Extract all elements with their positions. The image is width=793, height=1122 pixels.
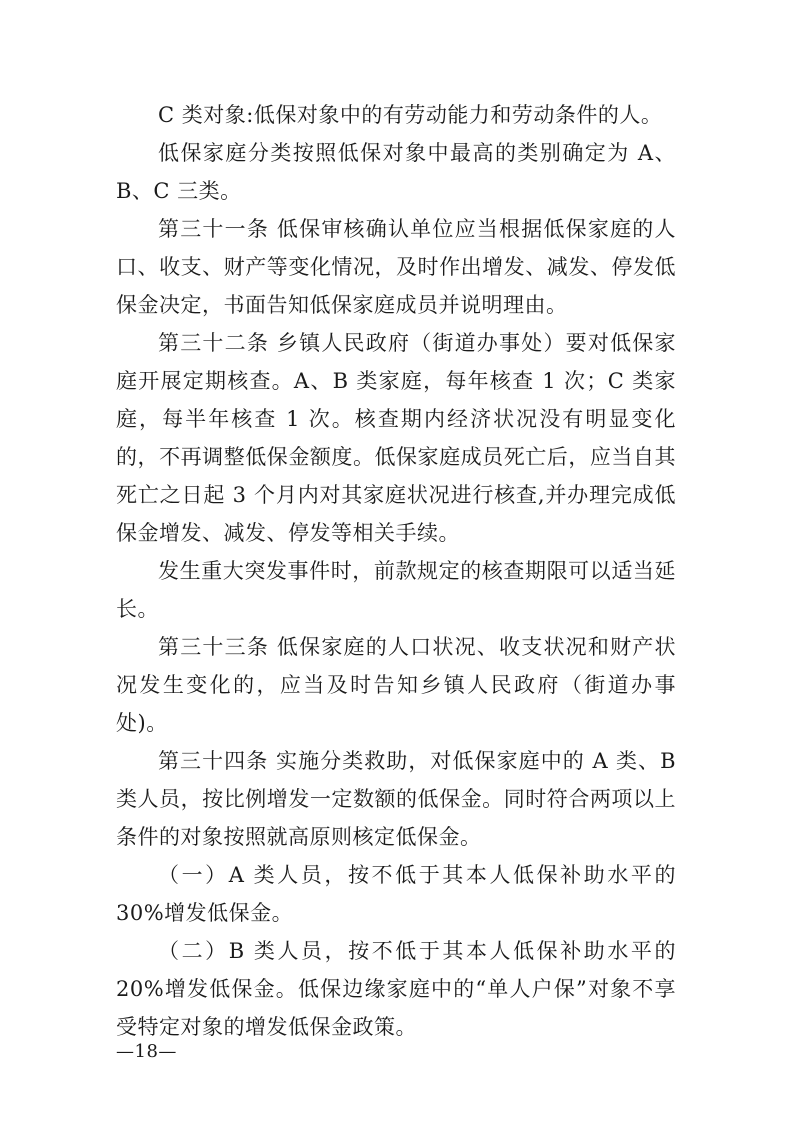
paragraph-item-2: （二）B 类人员，按不低于其本人低保补助水平的 20%增发低保金。低保边缘家庭中的“单人户保”对象不享受特定对象的增发低保金政策。 xyxy=(116,939,676,1039)
paragraph-family-classification: 低保家庭分类按照低保对象中最高的类别确定为 A、B、C 三类。 xyxy=(116,141,676,203)
page-number: —18— xyxy=(116,1041,177,1062)
paragraph-article-34: 第三十四条 实施分类救助，对低保家庭中的 A 类、B 类人员，按比例增发一定数额的低保金。同时符合两项以上条件的对象按照就高原则核定低保金。 xyxy=(116,749,676,849)
paragraph-article-32: 第三十二条 乡镇人民政府（街道办事处）要对低保家庭开展定期核查。A、B 类家庭，每年核查 1 次；C 类家庭，每半年核查 1 次。核查期内经济状况没有明显变化的，不再调整低保金额度。低保家庭成员死亡后，应当自其死亡之日起 3 个月内对其家庭状况进行核查,并办理完成低保金增发、减发、停发等相关手续。 xyxy=(116,331,676,545)
document-body xyxy=(116,96,676,1046)
paragraph-item-1: （一）A 类人员，按不低于其本人低保补助水平的 30%增发低保金。 xyxy=(116,863,676,925)
paragraph-category-c: C 类对象:低保对象中的有劳动能力和劳动条件的人。 xyxy=(158,103,663,127)
paragraph-emergency-extension: 发生重大突发事件时，前款规定的核查期限可以适当延长。 xyxy=(116,559,676,621)
paragraph-article-33: 第三十三条 低保家庭的人口状况、收支状况和财产状况发生变化的，应当及时告知乡镇人民政府（街道办事处)。 xyxy=(116,635,676,735)
paragraph-article-31: 第三十一条 低保审核确认单位应当根据低保家庭的人口、收支、财产等变化情况，及时作出增发、减发、停发低保金决定，书面告知低保家庭成员并说明理由。 xyxy=(116,217,676,317)
